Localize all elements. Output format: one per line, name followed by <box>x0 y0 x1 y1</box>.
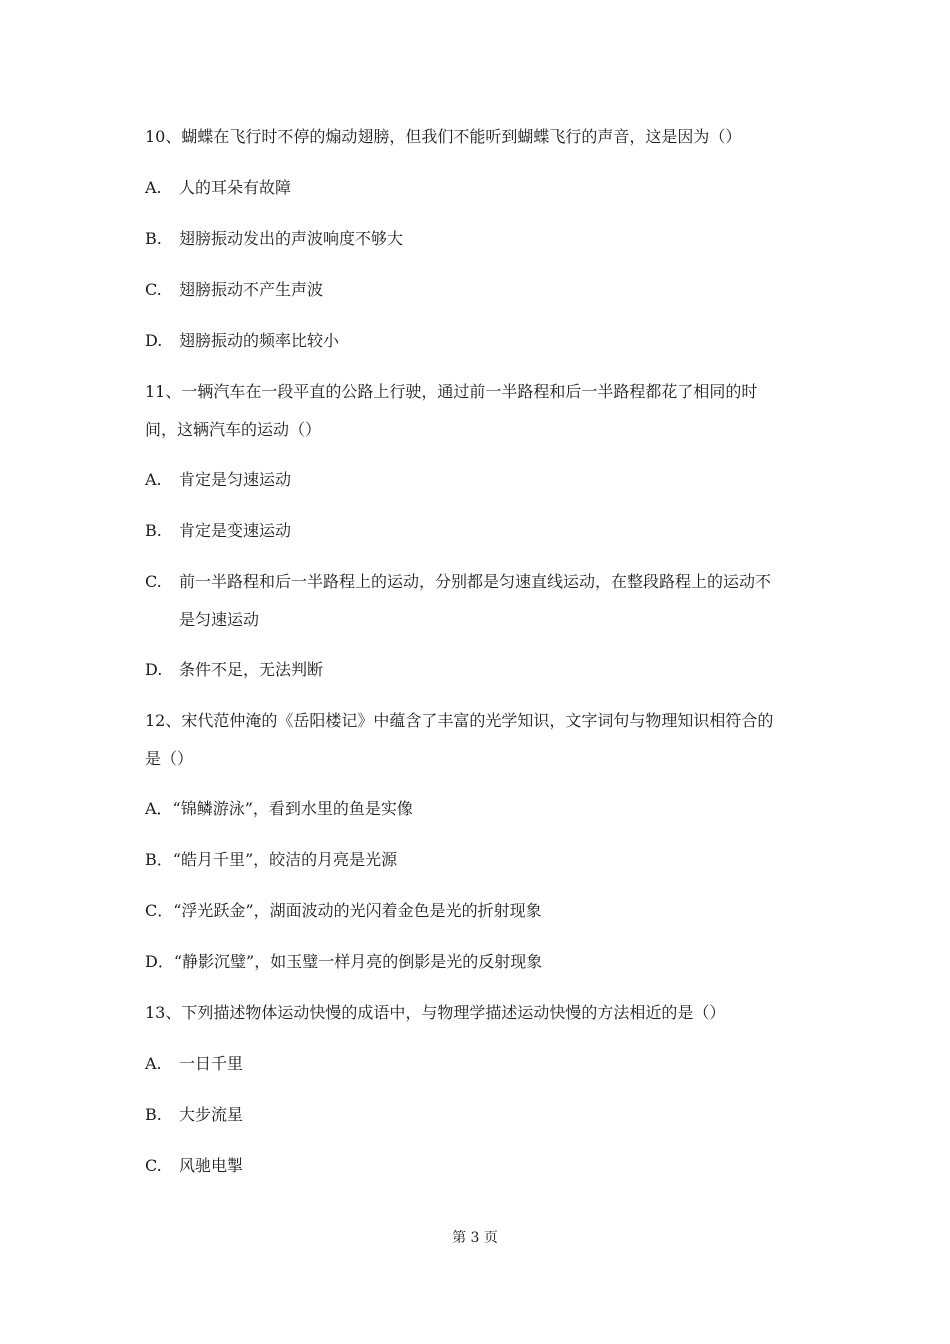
question-11-option-a-text: 肯定是匀速运动 <box>179 470 292 489</box>
question-12-stem-line-1: 12、宋代范仲淹的《岳阳楼记》中蕴含了丰富的光学知识，文字词句与物理知识相符合的 <box>145 711 774 730</box>
question-11-stem-line-2: 间，这辆汽车的运动（） <box>145 420 322 439</box>
question-11-option-b-letter: B. <box>145 521 162 540</box>
question-11-option-c-letter: C. <box>145 572 162 591</box>
question-12-stem-line-2: 是（） <box>145 749 194 768</box>
question-10-option-b-letter: B. <box>145 229 162 248</box>
question-13-option-b-letter: B. <box>145 1105 162 1124</box>
question-11-option-c-text-line-1: 前一半路程和后一半路程上的运动，分别都是匀速直线运动，在整段路程上的运动不 <box>179 572 772 591</box>
question-10-option-d-letter: D. <box>145 331 163 350</box>
question-13-option-a-text: 一日千里 <box>179 1054 244 1073</box>
question-10-option-c-letter: C. <box>145 280 162 299</box>
question-12-option-c: C．“浮光跃金”，湖面波动的光闪着金色是光的折射现象 <box>145 901 542 920</box>
question-10-option-a-text: 人的耳朵有故障 <box>179 178 292 197</box>
question-10-option-b-text: 翅膀振动发出的声波响度不够大 <box>179 229 404 248</box>
question-10-stem: 10、蝴蝶在飞行时不停的煽动翅膀，但我们不能听到蝴蝶飞行的声音，这是因为（） <box>145 127 742 146</box>
question-13-stem: 13、下列描述物体运动快慢的成语中，与物理学描述运动快慢的方法相近的是（） <box>145 1003 726 1022</box>
question-11-option-d-text: 条件不足，无法判断 <box>179 660 324 679</box>
question-12-option-b: B．“皓月千里”，皎洁的月亮是光源 <box>145 850 398 869</box>
question-10-option-d-text: 翅膀振动的频率比较小 <box>179 331 340 350</box>
question-10-option-a-letter: A. <box>145 178 162 197</box>
question-11-option-b-text: 肯定是变速运动 <box>179 521 292 540</box>
question-12-option-a: A．“锦鳞游泳”，看到水里的鱼是实像 <box>145 799 413 818</box>
page-number-footer: 第 3 页 <box>452 1230 498 1246</box>
question-13-option-b-text: 大步流星 <box>179 1105 244 1124</box>
question-13-option-c-letter: C. <box>145 1156 162 1175</box>
question-12-option-d: D．“静影沉璧”，如玉璧一样月亮的倒影是光的反射现象 <box>145 952 543 971</box>
question-11-stem-line-1: 11、一辆汽车在一段平直的公路上行驶，通过前一半路程和后一半路程都花了相同的时 <box>145 382 758 401</box>
question-10-option-c-text: 翅膀振动不产生声波 <box>179 280 324 299</box>
question-13-option-a-letter: A. <box>145 1054 162 1073</box>
question-11-option-a-letter: A. <box>145 470 162 489</box>
question-11-option-c-text-line-2: 是匀速运动 <box>179 610 260 629</box>
question-13-option-c-text: 风驰电掣 <box>179 1156 244 1175</box>
question-11-option-d-letter: D. <box>145 660 163 679</box>
